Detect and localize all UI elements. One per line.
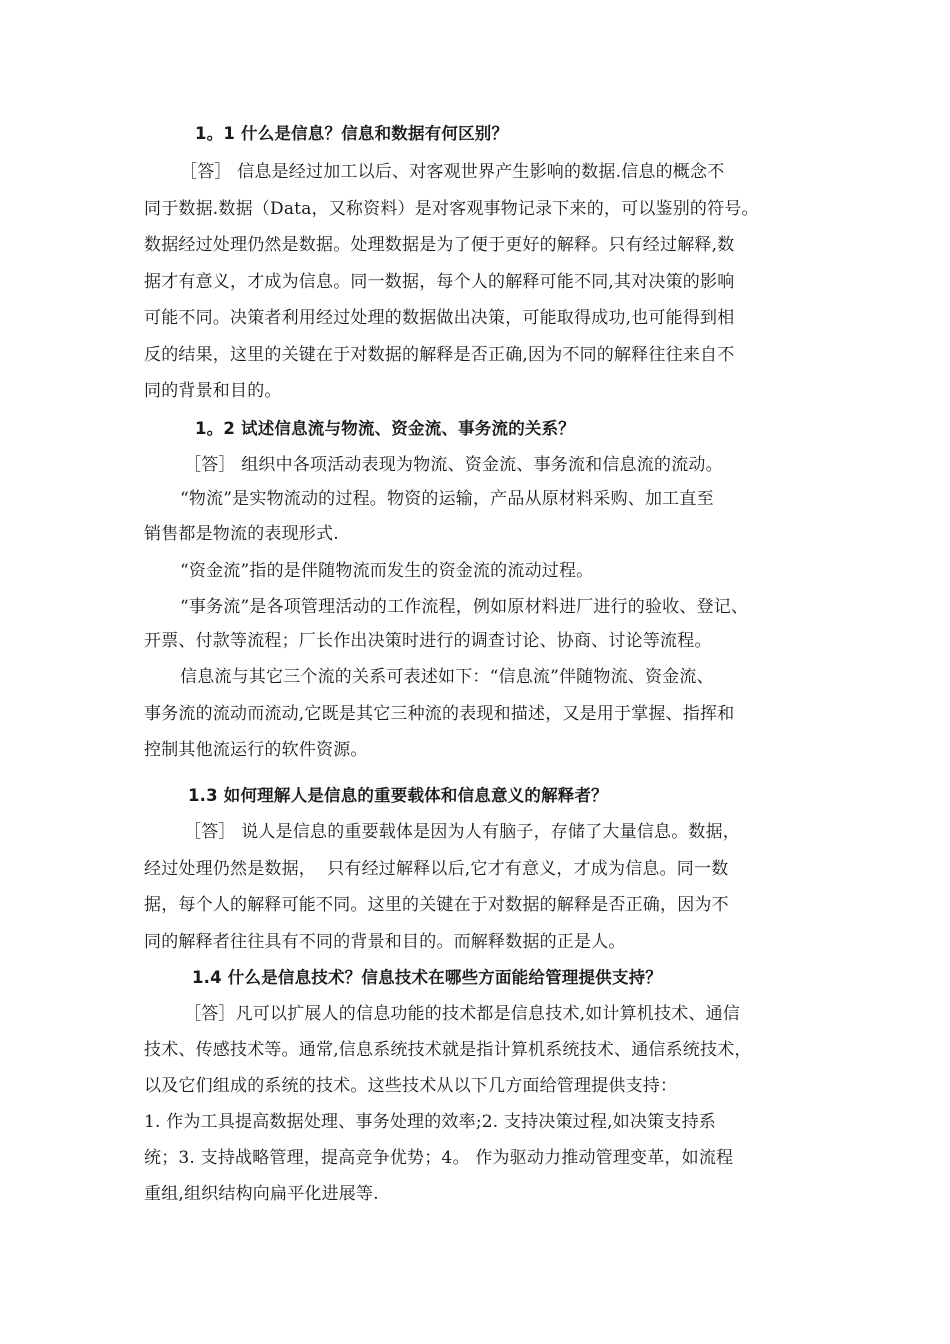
paragraph-line: ［答］ 信息是经过加工以后、对客观世界产生影响的数据.信息的概念不 — [180, 162, 725, 182]
paragraph-line: “物流”是实物流动的过程。物资的运输，产品从原材料采购、加工直至 — [180, 489, 714, 509]
section-heading-1-3: 1.3 如何理解人是信息的重要载体和信息意义的解释者？ — [188, 786, 608, 805]
paragraph-line: 统；3. 支持战略管理，提高竞争优势；4。 作为驱动力推动管理变革，如流程 — [144, 1148, 734, 1168]
paragraph-line: 信息流与其它三个流的关系可表述如下：“信息流”伴随物流、资金流、 — [180, 667, 714, 687]
paragraph-line: 重组,组织结构向扁平化进展等. — [144, 1184, 379, 1204]
paragraph-line: 据才有意义，才成为信息。同一数据，每个人的解释可能不同,其对决策的影响 — [144, 272, 735, 292]
paragraph-line: 开票、付款等流程；厂长作出决策时进行的调查讨论、协商、讨论等流程。 — [144, 631, 712, 651]
paragraph-line: 技术、传感技术等。通常,信息系统技术就是指计算机系统技术、通信系统技术， — [144, 1040, 752, 1060]
paragraph-line: “资金流”指的是伴随物流而发生的资金流的流动过程。 — [180, 561, 594, 581]
paragraph-line: 控制其他流运行的软件资源。 — [144, 740, 368, 760]
paragraph-line: 据，每个人的解释可能不同。这里的关键在于对数据的解释是否正确，因为不 — [144, 895, 729, 915]
section-heading-1-1: 1。1 什么是信息？信息和数据有何区别？ — [195, 124, 509, 143]
paragraph-line: 反的结果，这里的关键在于对数据的解释是否正确,因为不同的解释往往来自不 — [144, 345, 735, 365]
paragraph-line: 同的解释者往往具有不同的背景和目的。而解释数据的正是人。 — [144, 932, 626, 952]
paragraph-line: 同的背景和目的。 — [144, 381, 282, 401]
paragraph-line: “事务流”是各项管理活动的工作流程，例如原材料进厂进行的验收、登记、 — [180, 597, 749, 617]
paragraph-line: 同于数据.数据（Data，又称资料）是对客观事物记录下来的，可以鉴别的符号。 — [144, 199, 759, 219]
paragraph-line: ［答］ 说人是信息的重要载体是因为人有脑子，存储了大量信息。数据， — [184, 822, 741, 842]
section-heading-1-4: 1.4 什么是信息技术？信息技术在哪些方面能给管理提供支持？ — [192, 968, 662, 987]
paragraph-line: 事务流的流动而流动,它既是其它三种流的表现和描述，又是用于掌握、指挥和 — [144, 704, 735, 724]
paragraph-line: 以及它们组成的系统的技术。这些技术从以下几方面给管理提供支持： — [144, 1076, 678, 1096]
paragraph-line: 销售都是物流的表现形式. — [144, 524, 339, 544]
section-heading-1-2: 1。2 试述信息流与物流、资金流、事务流的关系？ — [195, 419, 576, 438]
paragraph-line: ［答］ 组织中各项活动表现为物流、资金流、事务流和信息流的流动。 — [184, 455, 723, 475]
paragraph-line: 数据经过处理仍然是数据。处理数据是为了便于更好的解释。只有经过解释,数 — [144, 235, 735, 255]
paragraph-line: 经过处理仍然是数据， 只有经过解释以后,它才有意义，才成为信息。同一数 — [144, 859, 729, 879]
paragraph-line: 可能不同。决策者利用经过处理的数据做出决策，可能取得成功,也可能得到相 — [144, 308, 735, 328]
paragraph-line: 1. 作为工具提高数据处理、事务处理的效率;2. 支持决策过程,如决策支持系 — [144, 1112, 716, 1132]
paragraph-line: ［答］凡可以扩展人的信息功能的技术都是信息技术,如计算机技术、通信 — [184, 1004, 741, 1024]
